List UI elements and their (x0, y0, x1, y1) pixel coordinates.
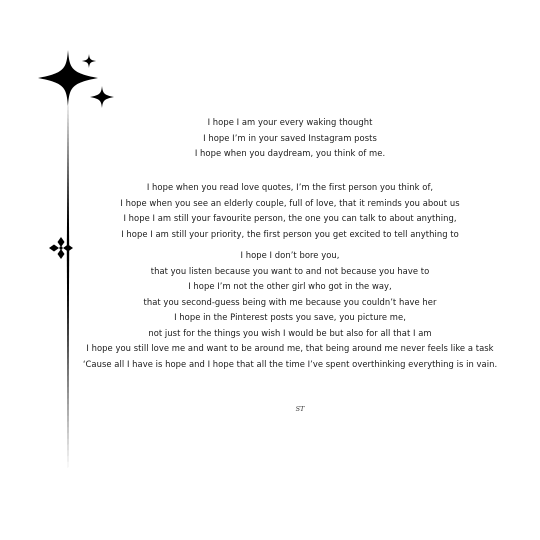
poem-line: I hope when you read love quotes, I’m the first person you think of, (146, 182, 434, 192)
poem-line: not just for the things you wish I would be but also for all that I am (148, 327, 432, 338)
poem-line: that you second-guess being with me because you couldn’t have her (143, 296, 437, 307)
poem-line: I hope I’m not the other girl who got in the way, (188, 281, 392, 291)
poem-line: ‘Cause all I have is hope and I hope that all the time I’ve spent overthinking everything is in vain. (82, 358, 498, 369)
poem-line: I hope I am still your favourite person, the one you can talk to about anything, (123, 213, 457, 223)
poem-line: I hope you still love me and want to be around me, that being around me never feels like a task (86, 343, 494, 353)
poem-stanza (60, 248, 520, 372)
small-sparkle-icon (90, 86, 114, 108)
poem-line: I hope in the Pinterest posts you save, you picture me, (174, 312, 406, 322)
poem-stanza (60, 115, 520, 162)
small-sparkle-icon (82, 54, 96, 68)
poem-line: I hope I am still your priority, the first person you get excited to tell anything to (121, 228, 459, 239)
signature: ST (295, 405, 305, 413)
poem-line: I hope I’m in your saved Instagram posts (203, 132, 377, 143)
poem-line: I hope I am your every waking thought (207, 117, 373, 127)
poem-line: I hope I don’t bore you, (240, 250, 340, 260)
poem-line: I hope when you daydream, you think of me. (194, 148, 386, 158)
poem-stanza (60, 180, 520, 242)
sparkle-star-icon (38, 50, 98, 106)
poem-line: I hope when you see an elderly couple, full of love, that it reminds you about us (120, 197, 460, 208)
poem-line: that you listen because you want to and not because you have to (150, 265, 430, 276)
